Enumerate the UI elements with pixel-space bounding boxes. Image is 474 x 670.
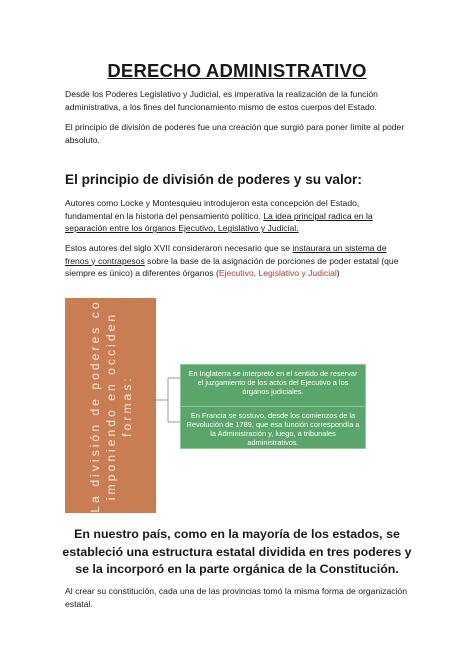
diagram-box-england-text: En Inglaterra se interpretó en el sentido de reservar el juzgamiento de los actos del Ejecutivo a los órganos judiciales. — [188, 369, 358, 396]
paragraph-1-underlined: La idea principal radica en la separación entre los órganos Ejecutivo, Legislativo y Judicial. — [65, 210, 373, 234]
intro-paragraph-2: El principio de división de poderes fue una creación que surgió para poner límite al poder absoluto. — [65, 122, 405, 145]
paragraph-2-text-b: sobre la base de la asignación de porciones de poder estatal (que siempre es único) a diferentes órganos ( — [65, 255, 399, 279]
paragraph-2-text-a: Estos autores del siglo XVII consideraron necesario que se — [65, 243, 293, 253]
diagram-vertical-text: La división de poderes co imponiendo en occiden formas: — [87, 298, 134, 513]
page-title: DERECHO ADMINISTRATIVO — [107, 60, 367, 81]
paragraph-2-text-c: ) — [336, 268, 340, 279]
diagram-connector — [156, 360, 182, 440]
diagram-vertical-box — [65, 298, 156, 513]
paragraph-2-underlined: instaurara un sistema de frenos y contrapesos — [65, 243, 387, 266]
section-paragraph-1 — [65, 197, 407, 235]
intro-paragraph-1: Desde los Poderes Legislativo y Judicial, es imperativa la realización de la función administrativa, a los fines del funcionamiento mismo de estos cuerpos del Estado. — [65, 89, 378, 112]
diagram-box-france-text: En Francia se sostuvo, desde los comienzos de la Revolución de 1789, que esa función correspondía a la Administración y, luego, a tribunales administrativos. — [186, 411, 360, 447]
paragraph-1-text: Autores como Locke y Montesquieu introdujeron esta concepción del Estado, fundamental en la historia del pensamiento político. — [65, 198, 360, 221]
diagram-box-france — [180, 406, 366, 449]
diagram-box-england — [180, 364, 366, 407]
paragraph-2-red-text: Ejecutivo, Legislativo y Judicial — [218, 268, 337, 279]
section-heading: El principio de división de poderes y su valor: — [65, 172, 362, 187]
section-paragraph-2 — [65, 242, 407, 280]
conclusion-paragraph: Al crear su constitución, cada una de las provincias tomó la misma forma de organización estatal. — [65, 586, 407, 609]
conclusion-bold-paragraph: En nuestro país, como en la mayoría de los estados, se estableció una estructura estatal dividida en tres poderes y se la incorporó en la parte orgánica de la Constitución. — [62, 527, 412, 576]
